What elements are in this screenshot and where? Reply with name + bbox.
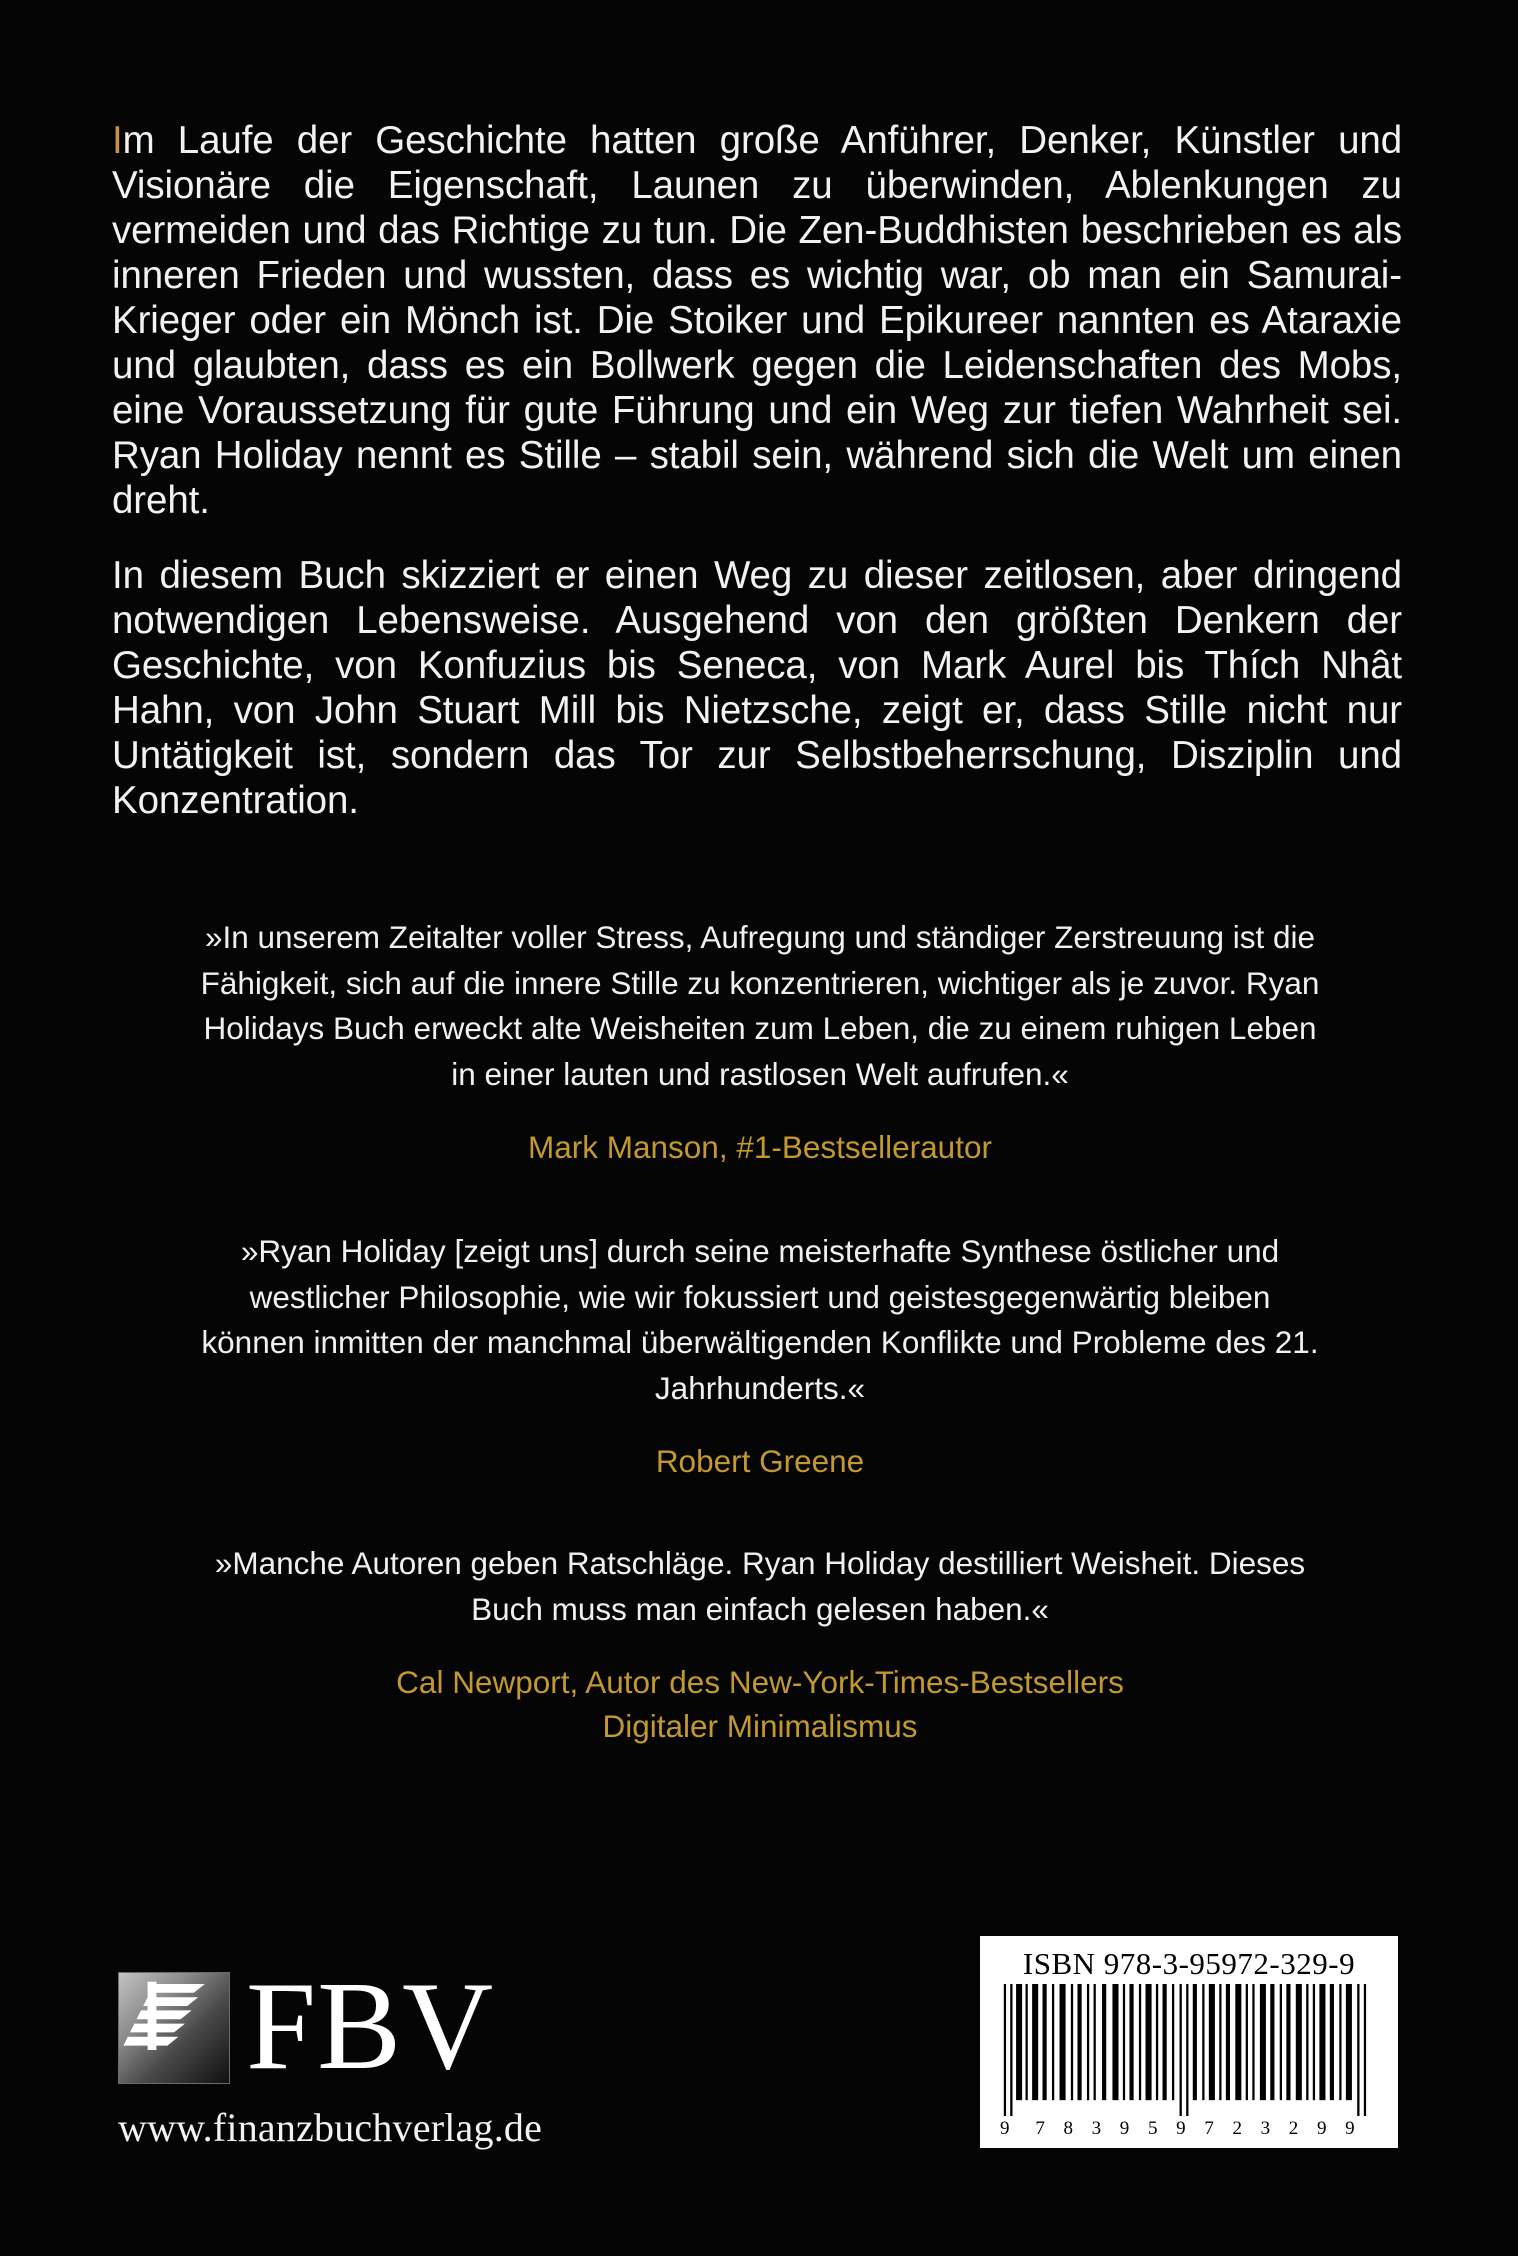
barcode-digit: 3 (1260, 2118, 1271, 2139)
barcode-digit: 5 (1147, 2118, 1158, 2139)
blurb-paragraph-2: In diesem Buch skizziert er einen Weg zu dieser zeitlosen, aber dringend notwendigen Lebensweise. Ausgehend von den größten Denkern der Geschichte, von Konfuzius bis Seneca, von Mark Aurel bis Thích Nhât Hahn, von John Stuart Mill bis Nietzsche, zeigt er, dass Stille nicht nur Untätigkeit ist, sondern das Tor zur Selbstbeherrschung, Disziplin und Konzentration. (112, 554, 1402, 822)
barcode-digit: 2 (1232, 2118, 1242, 2139)
barcode-digits (994, 2118, 1384, 2140)
cover-footer (0, 1896, 1518, 2256)
endorsement-quotes (150, 915, 1370, 1780)
quote-block (150, 1229, 1370, 1483)
quote-block (150, 1541, 1370, 1748)
barcode-digit: 9 (1176, 2118, 1186, 2139)
quote-attribution (150, 1660, 1370, 1748)
publisher-block (118, 1957, 598, 2151)
barcode-digit: 3 (1091, 2118, 1102, 2139)
fbv-stairs-logo-icon (118, 1972, 230, 2084)
barcode-digit: 8 (1063, 2118, 1073, 2139)
quote-attribution-line2: Digitaler Minimalismus (602, 1708, 918, 1744)
blurb-paragraph-1-text: m Laufe der Geschichte hatten große Anführer, Denker, Künstler und Visionäre die Eigenschaft, Launen zu überwinden, Ablenkungen zu vermeiden und das Richtige zu tun. Die Zen-Buddhisten beschrieben es als inneren Frieden und wussten, dass es wichtig war, ob man ein Samurai-Krieger oder ein Mönch ist. Die Stoiker und Epikureer nannten es Ataraxie und glaubten, dass es ein Bollwerk gegen die Leidenschaften des Mobs, eine Voraussetzung für gute Führung und ein Weg zur tiefen Wahrheit sei. Ryan Holiday nennt es Stille – stabil sein, während sich die Welt um einen dreht. (112, 119, 1402, 522)
quote-text: »Manche Autoren geben Ratschläge. Ryan Holiday destilliert Weisheit. Dieses Buch muss man einfach gelesen haben.« (214, 1545, 1306, 1627)
barcode-digit: 9 (1316, 2118, 1327, 2139)
barcode-bars-wrap (994, 1984, 1384, 2142)
quote-attribution (150, 1125, 1370, 1169)
quote-attribution-line1: Robert Greene (655, 1443, 865, 1479)
isbn-barcode (980, 1936, 1398, 2148)
barcode-digit: 9 (1119, 2118, 1130, 2139)
quote-attribution-line1: Mark Manson, #1-Bestsellerautor (528, 1129, 992, 1165)
drop-cap: I (112, 119, 123, 162)
quote-block (150, 915, 1370, 1169)
quote-text: »In unserem Zeitalter voller Stress, Aufregung und ständiger Zerstreuung ist die Fähigkeit, sich auf die innere Stille zu konzentrieren, wichtiger als je zuvor. Ryan Holidays Buch erweckt alte Weisheiten zum Leben, die zu einem ruhigen Leben in einer lauten und rastlosen Welt aufrufen.« (200, 919, 1320, 1092)
quote-attribution (150, 1439, 1370, 1483)
blurb-section (112, 118, 1402, 823)
barcode-right-group (1195, 2118, 1364, 2140)
barcode-digit: 2 (1288, 2118, 1299, 2139)
isbn-text: ISBN 978-3-95972-329-9 (1022, 1946, 1356, 1981)
barcode-left-group (1026, 2118, 1195, 2140)
blurb-paragraph-1 (112, 118, 1402, 523)
publisher-logo-wordmark: FBV (246, 1957, 495, 2097)
quote-attribution-line1: Cal Newport, Autor des New-York-Times-Bestsellers (396, 1664, 1124, 1700)
quote-text: »Ryan Holiday [zeigt uns] durch seine meisterhafte Synthese östlicher und westlicher Philosophie, wie wir fokussiert und geistesgegenwärtig bleiben können inmitten der manchmal überwältigenden Konflikte und Probleme des 21. Jahrhunderts.« (201, 1233, 1319, 1406)
publisher-url: www.finanzbuchverlag.de (118, 2105, 543, 2150)
publisher-logo-row (118, 1957, 598, 2097)
barcode-lead-digit: 9 (1000, 2118, 1010, 2139)
barcode-bars (1000, 1984, 1378, 2116)
barcode-digit: 7 (1035, 2118, 1045, 2139)
barcode-digit: 9 (1345, 2118, 1355, 2139)
barcode-digit: 7 (1204, 2118, 1214, 2139)
